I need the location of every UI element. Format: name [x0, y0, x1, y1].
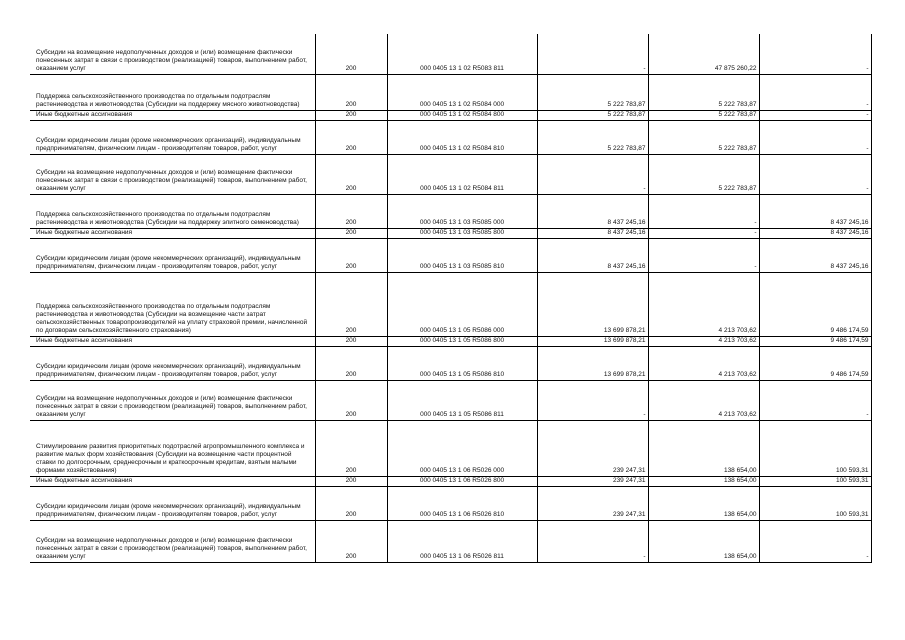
row-name-cell: Субсидии на возмещение недополученных доходов и (или) возмещение фактически понесенных затрат в связи с производством (реализацией) товаров, выполнением работ, оказанием услуг [30, 34, 315, 74]
row-code-cell: 200 [315, 154, 387, 194]
table-row [30, 228, 871, 238]
row-value-3-cell: - [759, 74, 871, 110]
row-name-cell: Иные бюджетные ассигнования [30, 228, 315, 238]
row-value-1-cell: - [537, 34, 648, 74]
row-value-1-cell: - [537, 380, 648, 420]
row-code-cell: 200 [315, 486, 387, 520]
row-value-1-cell: 239 247,31 [537, 476, 648, 486]
row-name-cell: Субсидии юридическим лицам (кроме некоммерческих организаций), индивидуальным предпринимателям, физическим лицам - производителям товаров, работ, услуг [30, 120, 315, 154]
row-code-cell: 200 [315, 120, 387, 154]
row-value-3-cell: 8 437 245,16 [759, 238, 871, 272]
row-classification-cell: 000 0405 13 1 03 R5085 810 [387, 238, 537, 272]
row-value-1-cell: - [537, 154, 648, 194]
table-row [30, 486, 871, 520]
row-value-1-cell: 5 222 783,87 [537, 74, 648, 110]
row-classification-cell: 000 0405 13 1 03 R5085 000 [387, 194, 537, 228]
row-name-cell: Субсидии на возмещение недополученных доходов и (или) возмещение фактически понесенных затрат в связи с производством (реализацией) товаров, выполнением работ, оказанием услуг [30, 154, 315, 194]
row-classification-cell: 000 0405 13 1 06 R5026 810 [387, 486, 537, 520]
row-classification-cell: 000 0405 13 1 06 R5026 800 [387, 476, 537, 486]
row-value-1-cell: 239 247,31 [537, 420, 648, 476]
row-value-2-cell: 5 222 783,87 [648, 154, 759, 194]
table-row [30, 120, 871, 154]
row-code-cell: 200 [315, 194, 387, 228]
row-value-2-cell: - [648, 228, 759, 238]
row-classification-cell: 000 0405 13 1 06 R5026 811 [387, 520, 537, 562]
row-value-2-cell: 4 213 703,62 [648, 346, 759, 380]
row-classification-cell: 000 0405 13 1 02 R5083 811 [387, 34, 537, 74]
table-row [30, 154, 871, 194]
row-code-cell: 200 [315, 272, 387, 336]
row-value-3-cell: 100 593,31 [759, 486, 871, 520]
row-value-1-cell: 13 699 878,21 [537, 346, 648, 380]
table-row [30, 238, 871, 272]
row-value-2-cell: - [648, 238, 759, 272]
row-value-2-cell: 4 213 703,62 [648, 380, 759, 420]
row-classification-cell: 000 0405 13 1 05 R5086 810 [387, 346, 537, 380]
table-row [30, 420, 871, 476]
row-value-2-cell: 5 222 783,87 [648, 74, 759, 110]
row-value-2-cell: 138 654,00 [648, 486, 759, 520]
row-value-2-cell: 138 654,00 [648, 476, 759, 486]
row-code-cell: 200 [315, 110, 387, 120]
row-classification-cell: 000 0405 13 1 03 R5085 800 [387, 228, 537, 238]
row-code-cell: 200 [315, 476, 387, 486]
row-value-1-cell: - [537, 520, 648, 562]
row-value-1-cell: 8 437 245,16 [537, 194, 648, 228]
row-value-2-cell: 47 875 260,22 [648, 34, 759, 74]
row-name-cell: Иные бюджетные ассигнования [30, 110, 315, 120]
row-code-cell: 200 [315, 346, 387, 380]
row-value-3-cell: - [759, 34, 871, 74]
row-name-cell: Субсидии юридическим лицам (кроме некоммерческих организаций), индивидуальным предпринимателям, физическим лицам - производителям товаров, работ, услуг [30, 486, 315, 520]
row-classification-cell: 000 0405 13 1 02 R5084 811 [387, 154, 537, 194]
row-value-1-cell: 13 699 878,21 [537, 272, 648, 336]
row-value-2-cell: 5 222 783,87 [648, 110, 759, 120]
row-value-2-cell: 138 654,00 [648, 520, 759, 562]
row-value-2-cell: 4 213 703,62 [648, 336, 759, 346]
row-name-cell: Поддержка сельскохозяйственного производства по отдельным подотраслям растениеводства и животноводства (Субсидии на возмещение части затрат сельскохозяйственных товаропроизводителей на уплату страховой премии, начисленной по договорам сельскохозяйственного страхования) [30, 272, 315, 336]
row-code-cell: 200 [315, 420, 387, 476]
row-name-cell: Иные бюджетные ассигнования [30, 476, 315, 486]
row-name-cell: Иные бюджетные ассигнования [30, 336, 315, 346]
row-value-3-cell: 9 486 174,59 [759, 346, 871, 380]
row-value-3-cell: 9 486 174,59 [759, 272, 871, 336]
row-classification-cell: 000 0405 13 1 06 R5026 000 [387, 420, 537, 476]
row-value-1-cell: 8 437 245,16 [537, 238, 648, 272]
table-row [30, 74, 871, 110]
row-value-1-cell: 13 699 878,21 [537, 336, 648, 346]
row-name-cell: Поддержка сельскохозяйственного производства по отдельным подотраслям растениеводства и животноводства (Субсидии на поддержку мясного животноводства) [30, 74, 315, 110]
row-code-cell: 200 [315, 336, 387, 346]
row-value-1-cell: 5 222 783,87 [537, 120, 648, 154]
row-value-3-cell: - [759, 110, 871, 120]
table-row [30, 336, 871, 346]
row-value-3-cell: - [759, 380, 871, 420]
row-code-cell: 200 [315, 228, 387, 238]
row-value-3-cell: - [759, 520, 871, 562]
table-row [30, 110, 871, 120]
row-value-3-cell: - [759, 154, 871, 194]
row-name-cell: Поддержка сельскохозяйственного производства по отдельным подотраслям растениеводства и животноводства (Субсидии на поддержку элитного семеноводства) [30, 194, 315, 228]
budget-table-page [30, 34, 871, 563]
row-classification-cell: 000 0405 13 1 02 R5084 810 [387, 120, 537, 154]
row-value-2-cell: - [648, 194, 759, 228]
row-value-3-cell: - [759, 120, 871, 154]
table-row [30, 380, 871, 420]
row-classification-cell: 000 0405 13 1 05 R5086 800 [387, 336, 537, 346]
row-value-1-cell: 239 247,31 [537, 486, 648, 520]
row-code-cell: 200 [315, 238, 387, 272]
budget-execution-table [30, 34, 872, 563]
row-classification-cell: 000 0405 13 1 05 R5086 811 [387, 380, 537, 420]
row-name-cell: Субсидии на возмещение недополученных доходов и (или) возмещение фактически понесенных затрат в связи с производством (реализацией) товаров, выполнением работ, оказанием услуг [30, 380, 315, 420]
row-value-3-cell: 100 593,31 [759, 476, 871, 486]
row-name-cell: Субсидии юридическим лицам (кроме некоммерческих организаций), индивидуальным предпринимателям, физическим лицам - производителям товаров, работ, услуг [30, 346, 315, 380]
row-code-cell: 200 [315, 34, 387, 74]
row-value-3-cell: 8 437 245,16 [759, 228, 871, 238]
row-classification-cell: 000 0405 13 1 05 R5086 000 [387, 272, 537, 336]
row-value-2-cell: 4 213 703,62 [648, 272, 759, 336]
row-value-2-cell: 5 222 783,87 [648, 120, 759, 154]
row-value-2-cell: 138 654,00 [648, 420, 759, 476]
row-code-cell: 200 [315, 74, 387, 110]
table-row [30, 194, 871, 228]
table-row [30, 520, 871, 562]
row-value-1-cell: 5 222 783,87 [537, 110, 648, 120]
row-value-1-cell: 8 437 245,16 [537, 228, 648, 238]
row-value-3-cell: 8 437 245,16 [759, 194, 871, 228]
row-code-cell: 200 [315, 380, 387, 420]
row-name-cell: Субсидии юридическим лицам (кроме некоммерческих организаций), индивидуальным предпринимателям, физическим лицам - производителям товаров, работ, услуг [30, 238, 315, 272]
row-classification-cell: 000 0405 13 1 02 R5084 800 [387, 110, 537, 120]
table-row [30, 346, 871, 380]
row-name-cell: Субсидии на возмещение недополученных доходов и (или) возмещение фактически понесенных затрат в связи с производством (реализацией) товаров, выполнением работ, оказанием услуг [30, 520, 315, 562]
row-code-cell: 200 [315, 520, 387, 562]
table-row [30, 476, 871, 486]
row-value-3-cell: 9 486 174,59 [759, 336, 871, 346]
row-classification-cell: 000 0405 13 1 02 R5084 000 [387, 74, 537, 110]
row-name-cell: Стимулирование развития приоритетных подотраслей агропромышленного комплекса и развитие малых форм хозяйствования (Субсидии на возмещение части процентной ставки по долгосрочным, среднесрочным и краткосрочным кредитам, взятым малыми формами хозяйствования) [30, 420, 315, 476]
table-row [30, 272, 871, 336]
row-value-3-cell: 100 593,31 [759, 420, 871, 476]
table-body [30, 34, 871, 562]
table-row [30, 34, 871, 74]
